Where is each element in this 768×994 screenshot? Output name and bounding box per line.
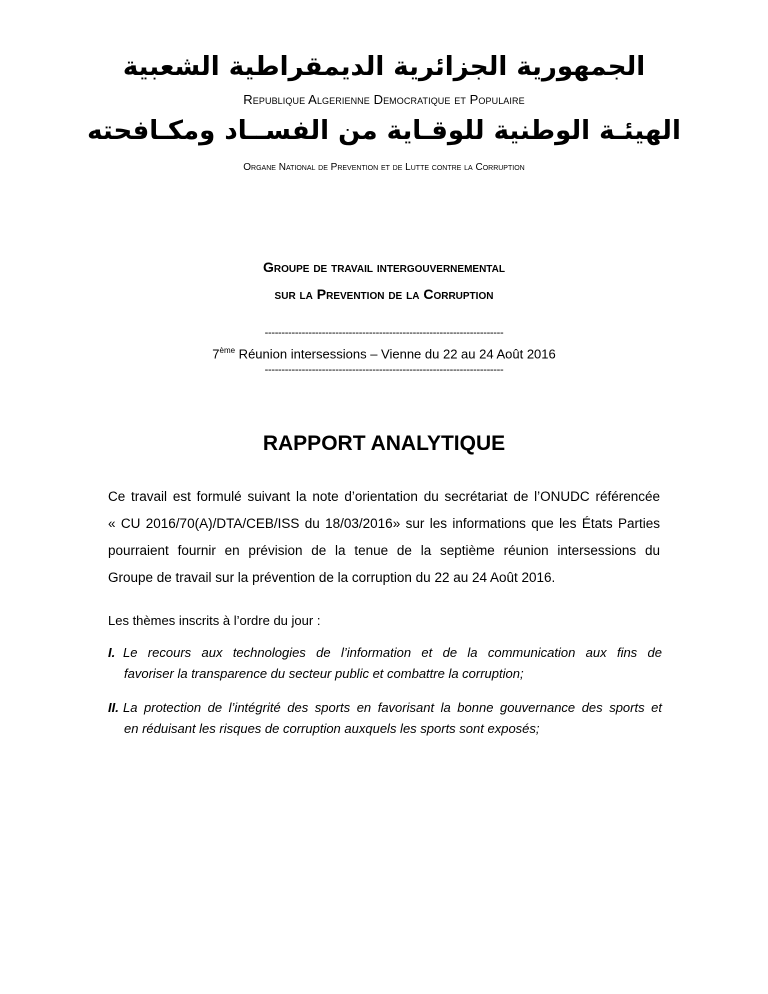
meeting-line <box>0 346 768 361</box>
intro-line: pourraient fournir en prévision de la tenue de la septième réunion intersessions du <box>108 543 660 558</box>
meeting-text: Réunion intersessions – Vienne du 22 au 24 Août 2016 <box>235 346 556 362</box>
meeting-ordinal: 7 <box>212 346 220 362</box>
group-title-line2: sur la Prevention de la Corruption <box>274 286 494 302</box>
agenda-item-number: II. <box>108 700 119 715</box>
separator-bottom: ----------------------------------------------------------------------- <box>264 364 504 376</box>
agenda-item-line: favoriser la transparence du secteur public et combattre la corruption; <box>124 666 524 681</box>
agenda-item-line: La protection de l’intégrité des sports en favorisant la bonne gouvernance des sports et <box>123 700 662 715</box>
agenda-item-line: Le recours aux technologies de l’information et de la communication aux fins de <box>123 645 662 660</box>
header-arabic-organ: الهيئـة الوطنية للوقـاية من الفســاد ومكـافحته <box>87 116 681 146</box>
meeting-superscript: ème <box>219 346 236 355</box>
group-title-line1: Groupe de travail intergouvernemental <box>262 259 505 275</box>
separator-top: ----------------------------------------------------------------------- <box>264 327 504 339</box>
intro-line: Ce travail est formulé suivant la note d’orientation du secrétariat de l’ONUDC référencée <box>108 489 660 504</box>
report-title: RAPPORT ANALYTIQUE <box>262 432 506 455</box>
intro-line: Groupe de travail sur la prévention de la corruption du 22 au 24 Août 2016. <box>108 570 556 585</box>
agenda-item-line: en réduisant les risques de corruption auxquels les sports sont exposés; <box>124 721 540 736</box>
agenda-item-number: I. <box>108 645 116 660</box>
themes-intro: Les thèmes inscrits à l’ordre du jour : <box>108 613 321 628</box>
agenda-item-text <box>108 642 662 684</box>
header-arabic-republic: الجمهورية الجزائرية الديمقراطية الشعبية <box>122 52 646 82</box>
intro-line: « CU 2016/70(A)/DTA/CEB/ISS du 18/03/2016» sur les informations que les États Parties <box>108 516 660 531</box>
header-french-republic: Republique Algerienne Democratique et Populaire <box>243 92 525 107</box>
agenda-item <box>108 642 662 684</box>
agenda-item <box>108 697 662 739</box>
agenda-item-text <box>108 697 662 739</box>
intro-paragraph <box>108 483 660 591</box>
header-french-organ: Organe National de Prevention et de Lutte contre la Corruption <box>243 162 525 173</box>
